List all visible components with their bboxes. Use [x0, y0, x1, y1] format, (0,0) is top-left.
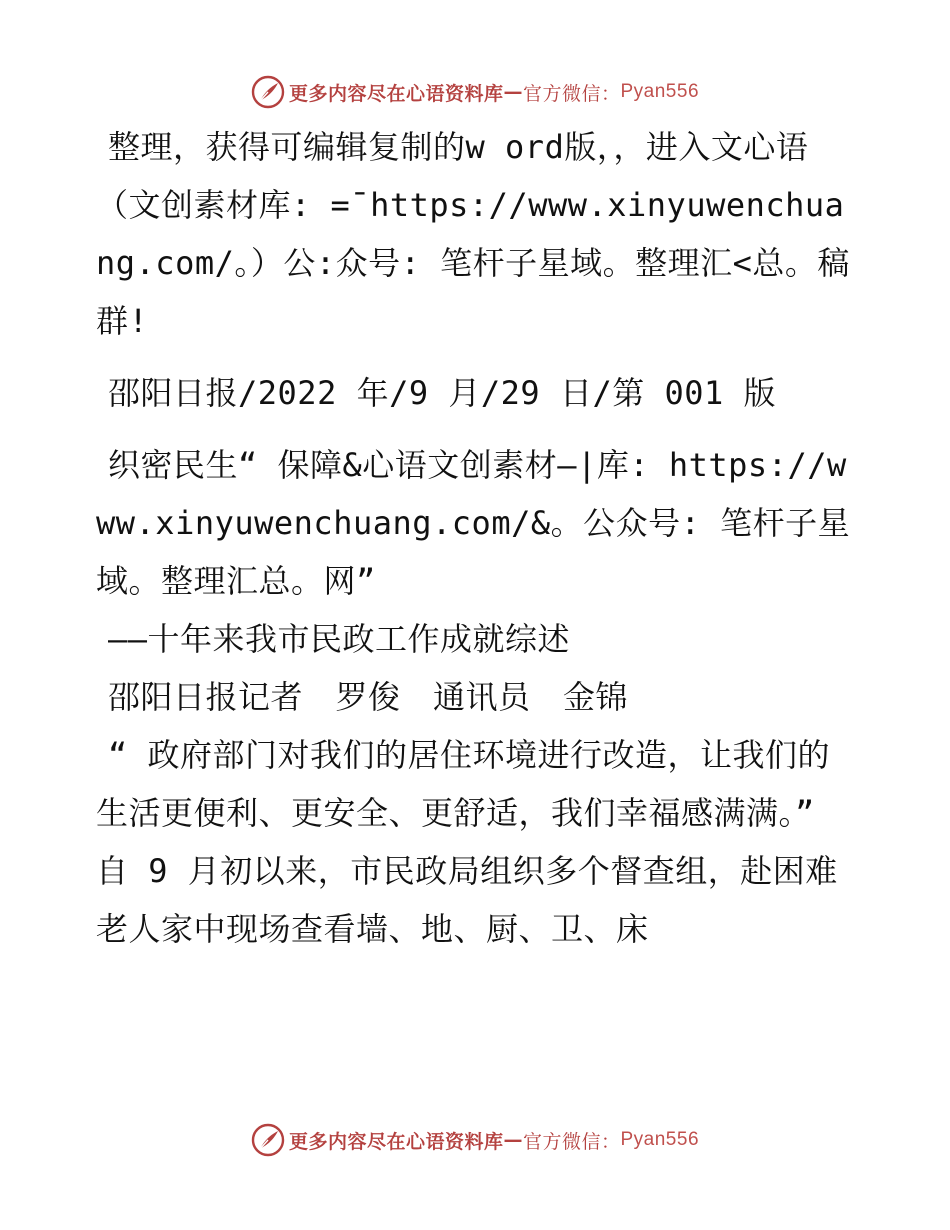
paragraph-byline: 邵阳日报记者 罗俊 通讯员 金锦: [108, 678, 629, 716]
watermark-main-text: 更多内容尽在心语资料库: [288, 1130, 504, 1153]
watermark-contact-label: 官方微信：: [522, 82, 621, 105]
watermark-main-text: 更多内容尽在心语资料库: [288, 82, 504, 105]
watermark-banner-bottom: [0, 1120, 950, 1160]
watermark-separator: —: [503, 1129, 523, 1151]
watermark-separator: —: [503, 81, 523, 103]
watermark-contact-id: Pyan556: [620, 81, 700, 102]
paragraph-headline: 织密民生“ 保障&心语文创素材—|库: https://www.xinyuwenchuang.com/&。公众号: 笔杆子星域。整理汇总。网”: [96, 446, 851, 600]
feather-pen-logo-icon: [251, 75, 285, 109]
watermark-banner-top: [0, 72, 950, 112]
paragraph-intro: 整理，获得可编辑复制的w ord版，，进入文心语（文创素材库: =¯https://www.xinyuwenchuang.com/。）公:众号: 笔杆子星域。整理汇<总。稿群!: [96, 128, 850, 340]
paragraph-dateline: 邵阳日报/2022 年/9 月/29 日/第 001 版: [108, 374, 777, 412]
feather-pen-logo-icon: [251, 1123, 285, 1157]
document-body: [96, 118, 856, 958]
paragraph-body: “ 政府部门对我们的居住环境进行改造，让我们的生活更便利、更安全、更舒适，我们幸福感满满。” 自 9 月初以来，市民政局组织多个督查组，赴困难老人家中现场查看墙、地、厨、卫、床: [96, 736, 838, 948]
watermark-contact-id: Pyan556: [620, 1129, 700, 1150]
paragraph-subtitle: ——十年来我市民政工作成就综述: [108, 620, 571, 658]
watermark-contact-label: 官方微信：: [522, 1130, 621, 1153]
